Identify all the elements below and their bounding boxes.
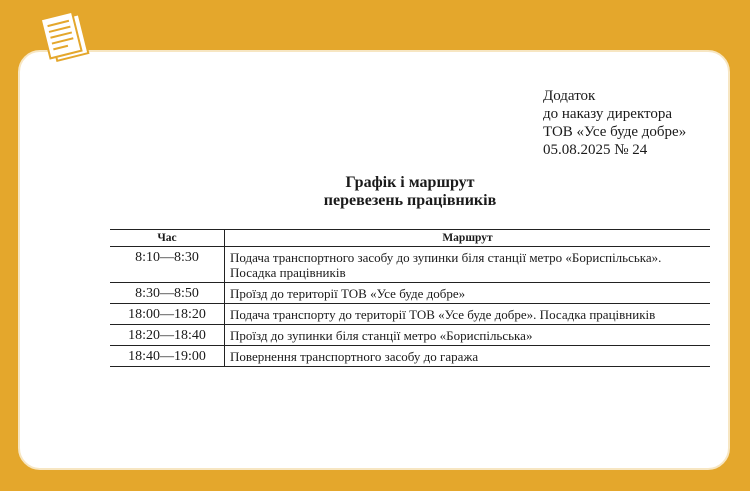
time-cell: 8:30—8:50 (110, 283, 225, 304)
addendum-line: до наказу директора (543, 106, 673, 122)
table-row (110, 325, 710, 346)
table-header-row (110, 230, 710, 247)
time-cell: 18:00—18:20 (110, 304, 225, 325)
title-line: Графік і маршрут (345, 174, 475, 191)
column-header-route: Маршрут (225, 230, 711, 247)
addendum-date: 05.08.2025 № 24 (543, 142, 648, 158)
table-row (110, 346, 710, 367)
route-cell: Подача транспорту до території ТОВ «Усе буде добре». Посадка працівників (225, 304, 711, 325)
time-cell: 18:40—19:00 (110, 346, 225, 367)
table-row (110, 304, 710, 325)
addendum-line: ТОВ «Усе буде добре» (543, 124, 687, 140)
column-header-time: Час (110, 230, 225, 247)
document-pages-icon (38, 8, 94, 66)
addendum-line: Додаток (543, 88, 596, 104)
schedule-table (110, 229, 710, 367)
document-title (200, 174, 620, 210)
time-cell: 8:10—8:30 (110, 247, 225, 283)
route-cell: Проїзд до зупинки біля станції метро «Бориспільська» (225, 325, 711, 346)
addendum-block (543, 87, 686, 159)
time-cell: 18:20—18:40 (110, 325, 225, 346)
table-row (110, 283, 710, 304)
route-cell: Проїзд до території ТОВ «Усе буде добре» (225, 283, 711, 304)
title-line: перевезень працівників (323, 192, 497, 209)
route-cell: Повернення транспортного засобу до гаража (225, 346, 711, 367)
route-cell: Подача транспортного засобу до зупинки біля станції метро «Бориспільська». Посадка працівників (225, 247, 711, 283)
table-row (110, 247, 710, 283)
